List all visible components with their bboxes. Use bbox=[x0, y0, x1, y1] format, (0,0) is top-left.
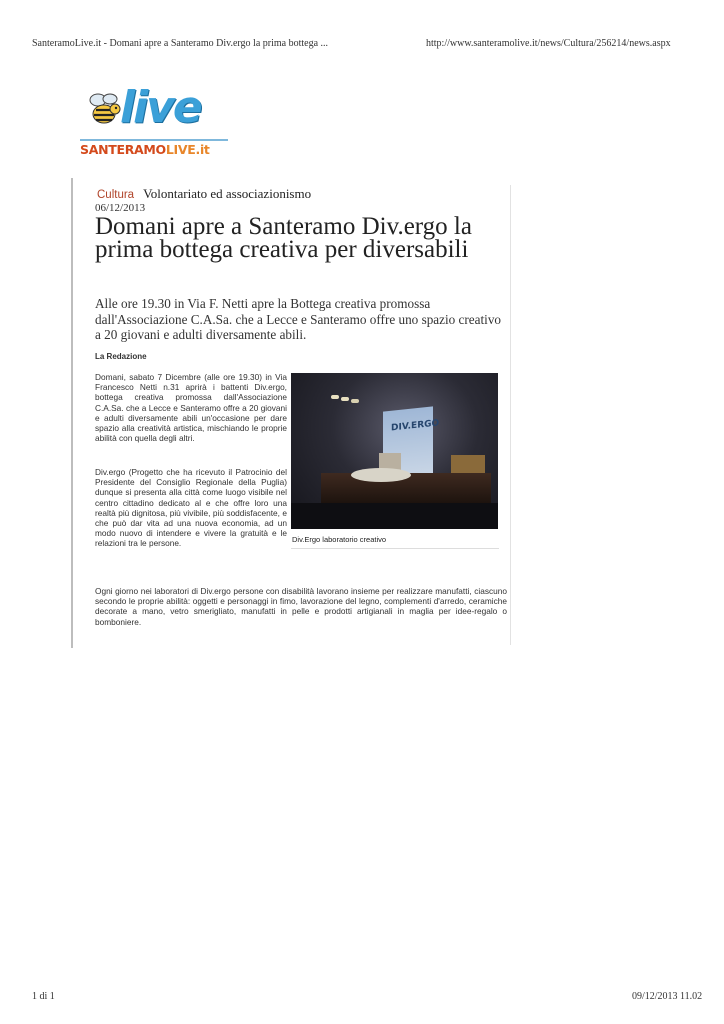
print-header-title: SanteramoLive.it - Domani apre a Santeramo Div.ergo la prima bottega ... bbox=[32, 38, 329, 49]
category-link[interactable]: Cultura bbox=[97, 189, 135, 201]
photo-floor bbox=[291, 503, 498, 529]
photo-dish bbox=[351, 468, 411, 482]
bee-icon bbox=[84, 90, 124, 130]
category-line bbox=[97, 186, 311, 202]
site-logo[interactable] bbox=[80, 82, 230, 166]
article-title: Domani apre a Santeramo Div.ergo la prima bottega creativa per diversabili bbox=[95, 213, 472, 263]
subcategory-label: Volontariato ed associazionismo bbox=[143, 186, 312, 201]
article-author: La Redazione bbox=[95, 352, 147, 361]
photo-caption: Div.Ergo laboratorio creativo bbox=[292, 535, 387, 544]
article-date: 06/12/2013 bbox=[95, 202, 146, 214]
article-lead: Alle ore 19.30 in Via F. Netti apre la Bottega creativa promossa dall'Associazione C.A.Sa. che a Lecce e Santeramo offre uno spazio creativo a 20 giovani e adulti diversamente abili. bbox=[95, 296, 502, 342]
logo-site-part2: LIVE.it bbox=[165, 142, 210, 157]
article-photo bbox=[291, 373, 498, 529]
logo-word: live bbox=[120, 82, 201, 133]
print-header-url: http://www.santeramolive.it/news/Cultura/256214/news.aspx bbox=[426, 38, 671, 49]
article-paragraph-1: Domani, sabato 7 Dicembre (alle ore 19.30) in Via Francesco Netti n.31 aprirà i battenti Div.ergo, bottega creativa promossa dall'Associazione C.A.Sa. che a Lecce e Santeramo offre a 20 giovani e adulti diversamente abili un'occasione per dare spazio alla creatività artistica, mischiando le proprie abilità con quella degli altri. bbox=[95, 372, 287, 444]
article-frame-right bbox=[510, 185, 511, 645]
photo-banner-text: DIV.ERGO bbox=[391, 418, 440, 434]
logo-site-name bbox=[80, 142, 210, 157]
print-footer-timestamp: 09/12/2013 11.02 bbox=[632, 991, 703, 1002]
article-paragraph-2: Div.ergo (Progetto che ha ricevuto il Patrocinio del Presidente del Consiglio Regionale della Puglia) dunque si presenta alla città come luogo visibile nel centro cittadino dedicato al e che offre loro una realtà più dignitosa, più vivibile, più soddisfacente, e che può dar vita ad una nuova economia, ad un modo nuovo di intendere e vivere la gratuità e le relazioni tra le persone. bbox=[95, 467, 287, 549]
photo-lights bbox=[331, 395, 339, 399]
logo-site-part1: SANTERAMO bbox=[80, 142, 166, 157]
caption-divider bbox=[291, 548, 499, 549]
article-paragraph-3: Ogni giorno nei laboratori di Div.ergo persone con disabilità lavorano insieme per realizzare manufatti, ciascuno secondo le proprie abilità: oggetti e personaggi in fimo, lavorazione del legno, complementi d'arredo, ceramiche decorate a mano, vetro smerigliato, manufatti in pelle e prodotti artigianali in maglia per idee-regalo o bomboniere. bbox=[95, 586, 507, 627]
article-frame-left bbox=[71, 178, 73, 648]
logo-divider bbox=[80, 139, 228, 141]
print-footer-page: 1 di 1 bbox=[32, 991, 55, 1002]
